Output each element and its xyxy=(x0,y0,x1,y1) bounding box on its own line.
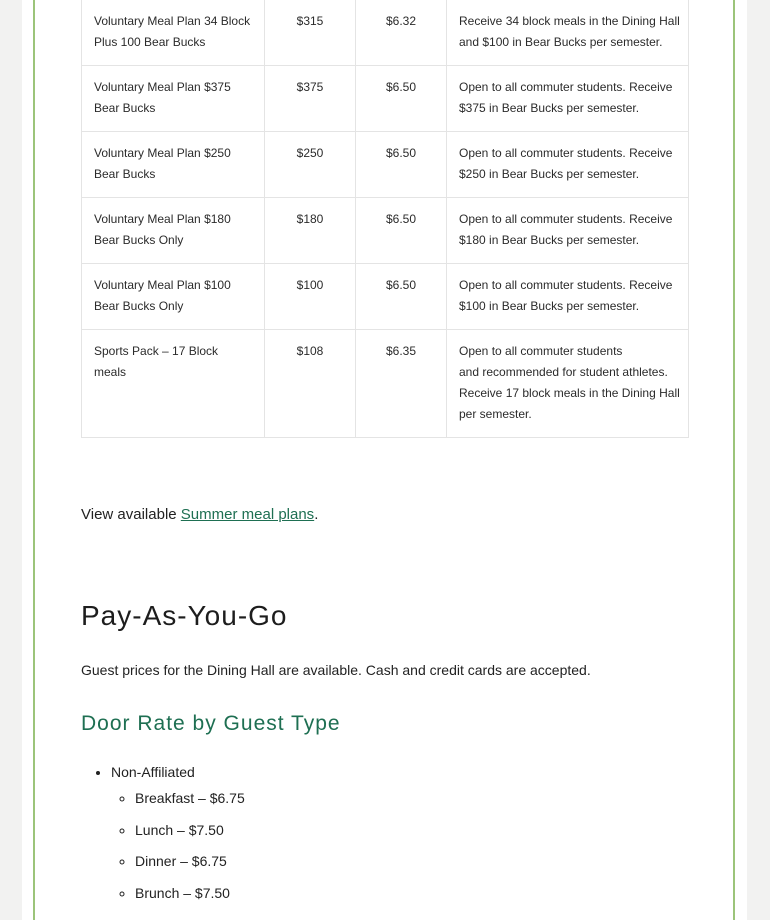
plan-description: Receive 34 block meals in the Dining Hall and $100 in Bear Bucks per semester. xyxy=(447,0,689,66)
plan-name: Voluntary Meal Plan $180 Bear Bucks Only xyxy=(82,198,265,264)
plan-price: $250 xyxy=(265,132,356,198)
plan-per-meal: $6.50 xyxy=(356,264,447,330)
table-row xyxy=(82,132,689,198)
summer-suffix: . xyxy=(314,506,319,523)
plan-description xyxy=(447,330,689,438)
plan-price: $108 xyxy=(265,330,356,438)
summer-plans-note xyxy=(81,506,318,523)
pay-as-you-go-heading: Pay-As-You-Go xyxy=(81,600,288,631)
table-row xyxy=(82,0,689,66)
table-row xyxy=(82,198,689,264)
plan-per-meal: $6.32 xyxy=(356,0,447,66)
plan-description: Open to all commuter students. Receive $375 in Bear Bucks per semester. xyxy=(447,66,689,132)
plan-description: Open to all commuter students. Receive $180 in Bear Bucks per semester. xyxy=(447,198,689,264)
meal-plans-table xyxy=(81,0,689,438)
plan-price: $100 xyxy=(265,264,356,330)
guest-type-label: Non-Affiliated xyxy=(111,764,195,780)
door-rate-heading: Door Rate by Guest Type xyxy=(81,712,341,735)
plan-name: Voluntary Meal Plan 34 Block Plus 100 Bear Bucks xyxy=(82,0,265,66)
plan-description: Open to all commuter students. Receive $100 in Bear Bucks per semester. xyxy=(447,264,689,330)
plan-description-line1: Open to all commuter students xyxy=(459,344,623,358)
plan-price: $315 xyxy=(265,0,356,66)
list-item: ◦ Lunch – $7.50 xyxy=(135,820,245,840)
plan-per-meal: $6.50 xyxy=(356,132,447,198)
plan-per-meal: $6.35 xyxy=(356,330,447,438)
guest-type-list xyxy=(81,760,245,914)
plan-name: Voluntary Meal Plan $375 Bear Bucks xyxy=(82,66,265,132)
plan-price: $375 xyxy=(265,66,356,132)
table-row xyxy=(82,264,689,330)
summer-meal-plans-link[interactable]: Summer meal plans xyxy=(180,506,315,523)
list-item: ◦ Breakfast – $6.75 xyxy=(135,788,245,808)
page-column xyxy=(22,0,747,920)
guest-prices-note: Guest prices for the Dining Hall are available. Cash and credit cards are accepted. xyxy=(81,662,591,678)
list-item: ◦ Brunch – $7.50 xyxy=(135,883,245,903)
plan-name: Sports Pack – 17 Block meals xyxy=(82,330,265,438)
rate-list xyxy=(111,788,245,903)
plan-per-meal: $6.50 xyxy=(356,198,447,264)
summer-prefix: View available xyxy=(81,506,181,523)
plan-description: Open to all commuter students. Receive $250 in Bear Bucks per semester. xyxy=(447,132,689,198)
list-item xyxy=(111,760,245,903)
table-row xyxy=(82,66,689,132)
plan-name: Voluntary Meal Plan $100 Bear Bucks Only xyxy=(82,264,265,330)
plan-name: Voluntary Meal Plan $250 Bear Bucks xyxy=(82,132,265,198)
table-row xyxy=(82,330,689,438)
list-item: ◦ Dinner – $6.75 xyxy=(135,851,245,871)
plan-per-meal: $6.50 xyxy=(356,66,447,132)
plan-description-line2: and recommended for student athletes. Receive 17 block meals in the Dining Hall per semester. xyxy=(459,365,680,421)
plan-price: $180 xyxy=(265,198,356,264)
